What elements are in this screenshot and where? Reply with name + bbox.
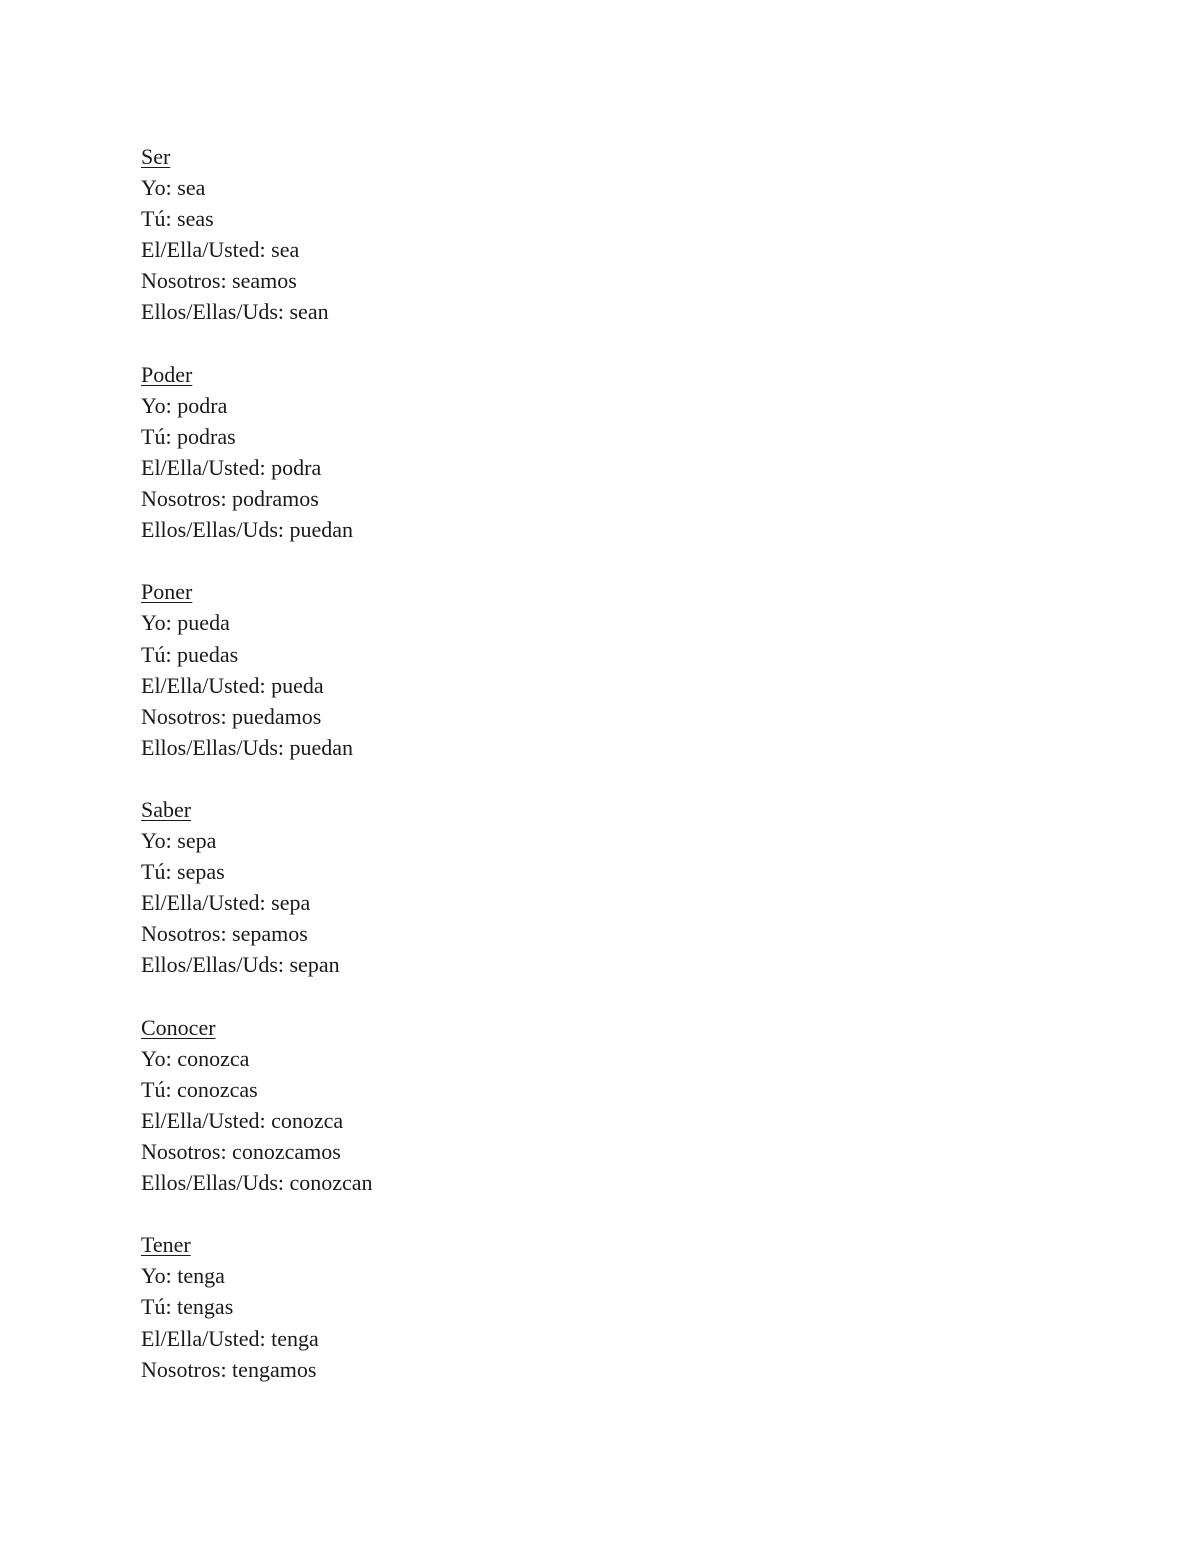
conjugation-line: Tú: podras — [141, 423, 236, 449]
conjugation-line: Tú: tengas — [141, 1294, 234, 1320]
verb-title-conocer: Conocer — [141, 1014, 216, 1040]
conjugation-line: Nosotros: seamos — [141, 268, 297, 294]
conjugation-line: Ellos/Ellas/Uds: sean — [141, 299, 329, 325]
conjugation-line: El/Ella/Usted: tenga — [141, 1325, 319, 1351]
verb-section-saber — [141, 794, 1041, 981]
verb-title-ser: Ser — [141, 144, 171, 169]
conjugation-line: Ellos/Ellas/Uds: conozcan — [141, 1170, 373, 1196]
verb-section-ser — [141, 141, 1041, 328]
conjugation-line: El/Ella/Usted: pueda — [141, 672, 324, 698]
conjugation-line: Ellos/Ellas/Uds: puedan — [141, 734, 354, 760]
conjugation-line: Yo: pueda — [141, 610, 230, 636]
conjugation-line: Yo: sepa — [141, 828, 217, 854]
conjugation-line: El/Ella/Usted: sea — [141, 237, 300, 263]
conjugation-line: El/Ella/Usted: sepa — [141, 890, 311, 916]
verb-section-tener — [141, 1229, 1041, 1384]
conjugation-line: Nosotros: puedamos — [141, 703, 322, 729]
conjugation-line: El/Ella/Usted: conozca — [141, 1107, 344, 1133]
conjugation-line: Yo: podra — [141, 392, 228, 418]
verb-section-poder — [141, 359, 1041, 546]
conjugation-line: Nosotros: tengamos — [141, 1356, 317, 1382]
conjugation-line: Yo: conozca — [141, 1045, 250, 1071]
conjugation-line: Nosotros: podramos — [141, 486, 319, 512]
conjugation-line: Tú: puedas — [141, 641, 239, 667]
conjugation-line: El/Ella/Usted: podra — [141, 454, 322, 480]
verb-title-tener: Tener — [141, 1232, 191, 1258]
verb-title-poder: Poder — [141, 361, 193, 387]
conjugation-line: Ellos/Ellas/Uds: sepan — [141, 952, 340, 978]
conjugation-line: Nosotros: conozcamos — [141, 1139, 341, 1164]
verb-section-poner — [141, 576, 1041, 763]
conjugation-line: Ellos/Ellas/Uds: puedan — [141, 517, 354, 543]
conjugation-line: Yo: sea — [141, 175, 206, 201]
verb-title-poner: Poner — [141, 579, 193, 605]
conjugation-line: Tú: sepas — [141, 859, 225, 885]
conjugation-line: Tú: seas — [141, 206, 214, 232]
conjugation-line: Nosotros: sepamos — [141, 921, 308, 947]
verb-title-saber: Saber — [141, 796, 192, 822]
document-body — [141, 141, 1041, 1416]
conjugation-line: Yo: tenga — [141, 1263, 225, 1289]
conjugation-line: Tú: conozcas — [141, 1076, 258, 1102]
verb-section-conocer — [141, 1012, 1041, 1199]
